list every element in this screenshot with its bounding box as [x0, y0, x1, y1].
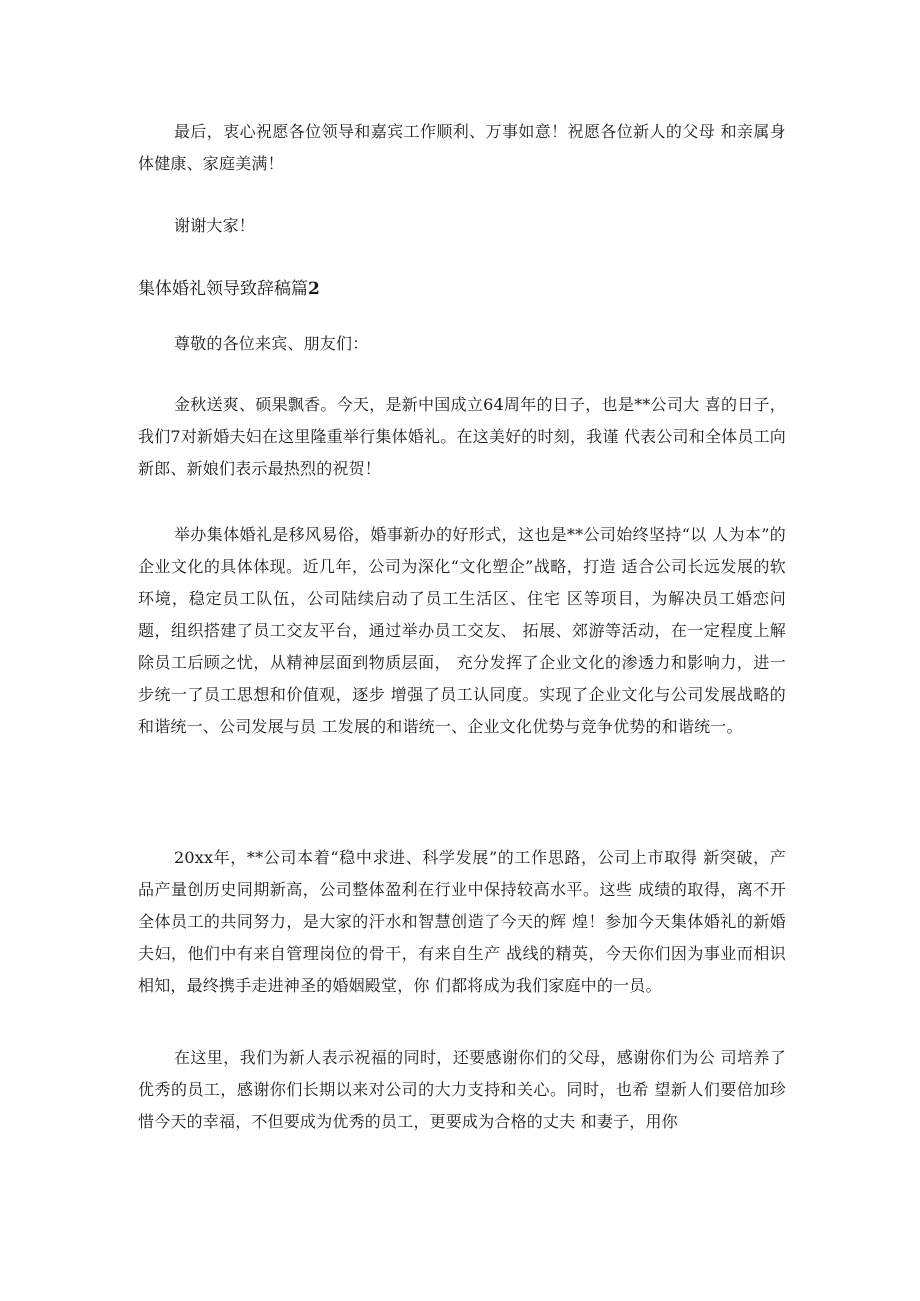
section-heading-number: 2: [308, 279, 320, 299]
closing-paragraph: 最后，衷心祝愿各位领导和嘉宾工作顺利、万事如意！祝愿各位新人的父母 和亲属身体健康、家庭美满！: [138, 122, 786, 173]
body-paragraph-4: 在这里，我们为新人表示祝福的同时，还要感谢你们的父母，感谢你们为公 司培养了优秀的员工，感谢你们长期以来对公司的大力支持和关心。同时，也希 望新人们要倍加珍惜今天的幸福，不但要成为优秀的员工，更要成为合格的丈夫 和妻子，用你: [138, 1048, 786, 1131]
body-paragraph-1: 金秋送爽、硕果飘香。今天，是新中国成立64周年的日子，也是**公司大 喜的日子，我们7对新婚夫妇在这里隆重举行集体婚礼。在这美好的时刻，我谨 代表公司和全体员工向新郎、新娘们表示最热烈的祝贺！: [138, 395, 786, 478]
body-paragraph-3: 20xx年，**公司本着“稳中求进、科学发展”的工作思路，公司上市取得 新突破，产品产量创历史同期新高，公司整体盈利在行业中保持较高水平。这些 成绩的取得，离不开全体员工的共同努力，是大家的汗水和智慧创造了今天的辉 煌！参加今天集体婚礼的新婚夫妇，他们中有来自管理岗位的骨干，有来自生产 战线的精英，今天你们因为事业而相识相知，最终携手走进神圣的婚姻殿堂，你 们都将成为我们家庭中的一员。: [138, 848, 786, 995]
salutation-paragraph: 尊敬的各位来宾、朋友们：: [174, 334, 369, 353]
section-heading: [138, 273, 786, 305]
body-paragraph-2: 举办集体婚礼是移风易俗，婚事新办的好形式，这也是**公司始终坚持“以 人为本”的企业文化的具体体现。近几年，公司为深化“文化塑企”战略，打造 适合公司长远发展的软环境，稳定员工队伍，公司陆续启动了员工生活区、住宅 区等项目，为解决员工婚恋问题，组织搭建了员工交友平台，通过举办员工交友、 拓展、郊游等活动，在一定程度上解除员工后顾之忧，从精神层面到物质层面， 充分发挥了企业文化的渗透力和影响力，进一步统一了员工思想和价值观，逐步 增强了员工认同度。实现了企业文化与公司发展战略的和谐统一、公司发展与员 工发展的和谐统一、企业文化优势与竞争优势的和谐统一。: [138, 525, 786, 736]
section-heading-text: 集体婚礼领导致辞稿篇: [138, 279, 308, 299]
thanks-paragraph: 谢谢大家！: [174, 216, 256, 235]
